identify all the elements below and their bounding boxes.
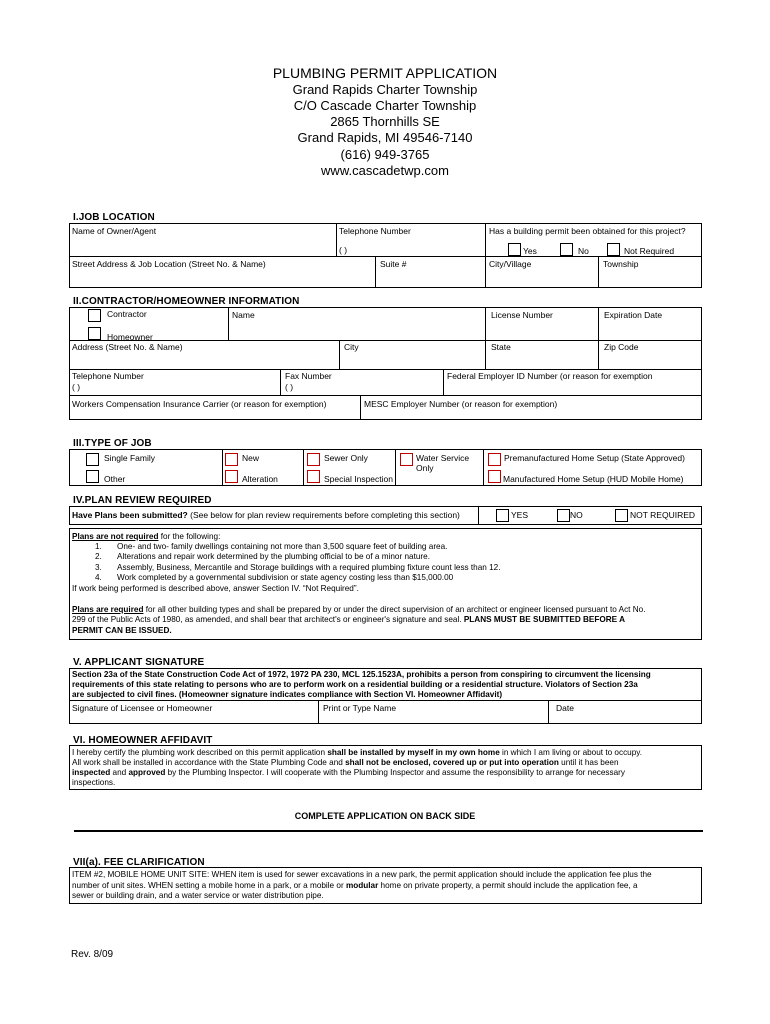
plans-required-underlined: Plans are required [72, 605, 144, 614]
affidavit-line3 [72, 768, 625, 778]
plan-exempt-item-number: 2. [95, 552, 102, 561]
not-required-heading [72, 532, 220, 542]
fee-line2 [72, 881, 638, 891]
plans-required-text2: 299 of the Public Acts of 1980, as amended, and shall bear that architect's or engineer's signature and seal. [72, 615, 462, 625]
street-address-field[interactable]: Street Address & Job Location (Street No. & Name) [72, 259, 266, 269]
single-family-checkbox[interactable] [86, 453, 99, 466]
plan-exempt-item-text: Alterations and repair work determined by the plumbing official to be of a minor nature. [117, 552, 430, 561]
section-title-job-location: I.JOB LOCATION [73, 212, 155, 223]
owner-phone-parens: ( ) [339, 245, 348, 255]
section-title-type-of-job: III.TYPE OF JOB [73, 438, 152, 449]
homeowner-label: Homeowner [107, 332, 153, 342]
permit-no-checkbox[interactable] [560, 243, 573, 256]
section-title-contractor: II.CONTRACTOR/HOMEOWNER INFORMATION [73, 296, 300, 307]
not-required-underlined: Plans are not required [72, 532, 159, 541]
fee-text2b: modular [345, 881, 379, 890]
agency-phone: (616) 949-3765 [340, 147, 430, 162]
other-checkbox[interactable] [86, 470, 99, 483]
permit-no-label: No [578, 246, 589, 256]
fee-line1: ITEM #2, MOBILE HOME UNIT SITE: WHEN item is used for sewer excavations in a new park, the permit application should include the application fee plus the [72, 870, 652, 879]
section23a-line1: Section 23a of the State Construction Code Act of 1972, 1972 PA 230, MCL 125.1523A, prohibits a person from conspiring to circumvent the licensing [72, 670, 651, 679]
plans-submitted-bold: Have Plans been submitted? [72, 510, 188, 520]
permit-not-required-label: Not Required [624, 246, 675, 256]
special-inspection-checkbox[interactable] [307, 470, 320, 483]
affidavit-line1 [72, 748, 642, 758]
water-service-label: Water Service Only [416, 453, 470, 473]
workers-comp-field[interactable]: Workers Compensation Insurance Carrier (or reason for exemption) [72, 399, 327, 409]
plans-no-checkbox[interactable] [557, 509, 570, 522]
contractor-phone-parens: ( ) [72, 382, 81, 392]
print-name-field[interactable]: Print or Type Name [323, 703, 397, 713]
section-title-applicant-signature: V. APPLICANT SIGNATURE [73, 657, 205, 668]
separator-rule [74, 830, 703, 832]
contractor-city-field[interactable]: City [344, 342, 359, 352]
plan-exempt-item-text: Work completed by a governmental subdivision or state agency costing less than $15,000.00 [117, 573, 454, 582]
contractor-phone-field[interactable]: Telephone Number [72, 371, 144, 381]
premanufactured-checkbox[interactable] [488, 453, 501, 466]
affidavit-text1b: shall be installed by myself in my own home [327, 748, 500, 757]
affidavit-line2 [72, 758, 619, 768]
single-family-label: Single Family [104, 453, 156, 463]
permit-not-required-checkbox[interactable] [607, 243, 620, 256]
manufactured-label: Manufactured Home Setup (HUD Mobile Home) [503, 474, 684, 484]
water-service-checkbox[interactable] [400, 453, 413, 466]
fax-parens: ( ) [285, 382, 294, 392]
plans-required-text1: for all other building types and shall be prepared by or under the direct supervision of an architect or engineer licensed pursuant to Act No. [145, 605, 646, 614]
form-title: PLUMBING PERMIT APPLICATION [272, 65, 498, 81]
plans-required-paragraph [72, 605, 700, 636]
revision-label: Rev. 8/09 [71, 949, 114, 960]
license-number-field[interactable]: License Number [491, 310, 553, 320]
plans-yes-checkbox[interactable] [496, 509, 509, 522]
fee-text2c: home on private property, a permit should include the application fee, a [380, 881, 638, 890]
not-required-rest: for the following: [160, 532, 221, 541]
agency-street: 2865 Thornhills SE [330, 114, 440, 129]
fax-number-field[interactable]: Fax Number [285, 371, 332, 381]
signature-field[interactable]: Signature of Licensee or Homeowner [72, 703, 213, 713]
affidavit-text1a: I hereby certify the plumbing work described on this permit application [72, 748, 326, 757]
fee-text2a: number of unit sites. WHEN setting a mobile home in a park, or a mobile or [72, 881, 344, 890]
section-title-homeowner-affidavit: VI. HOMEOWNER AFFIDAVIT [73, 735, 213, 746]
affidavit-text3c: approved [128, 768, 166, 777]
federal-id-field[interactable]: Federal Employer ID Number (or reason for exemption [447, 371, 653, 381]
affidavit-text2c: until it has been [561, 758, 619, 767]
affidavit-text1c: in which I am living or about to occupy. [502, 748, 643, 757]
section-title-fee-clarification: VII(a). FEE CLARIFICATION [73, 857, 205, 868]
agency-care-of: C/O Cascade Charter Township [293, 98, 477, 113]
new-label: New [242, 453, 260, 463]
expiration-date-field[interactable]: Expiration Date [604, 310, 663, 320]
contractor-address-field[interactable]: Address (Street No. & Name) [72, 342, 183, 352]
plans-not-required-checkbox[interactable] [615, 509, 628, 522]
complete-back-side-note: COMPLETE APPLICATION ON BACK SIDE [294, 811, 476, 821]
section23a-line2: requirements of this state relating to persons who are to perform work on a residential building or a residential structure. Violators of Section 23a [72, 680, 638, 689]
manufactured-checkbox[interactable] [488, 470, 501, 483]
fee-line3: sewer or building drain, and a water service or water distribution pipe. [72, 891, 324, 900]
affidavit-text2a: All work shall be installed in accordance with the State Plumbing Code and [72, 758, 343, 767]
sewer-only-checkbox[interactable] [307, 453, 320, 466]
contractor-label: Contractor [107, 309, 147, 319]
premanufactured-label: Premanufactured Home Setup (State Approved) [504, 453, 685, 463]
plans-required-bold1: PLANS MUST BE SUBMITTED BEFORE A [463, 615, 626, 625]
if-work-note: If work being performed is described above, answer Section IV. “Not Required”. [72, 584, 359, 593]
permit-yes-label: Yes [523, 246, 537, 256]
alteration-label: Alteration [242, 474, 278, 484]
suite-field[interactable]: Suite # [380, 259, 407, 269]
contractor-name-field[interactable]: Name [232, 310, 255, 320]
affidavit-line4: inspections. [72, 778, 116, 787]
special-inspection-label: Special Inspection [324, 474, 393, 484]
owner-phone-field[interactable]: Telephone Number [339, 226, 411, 236]
contractor-state-field[interactable]: State [491, 342, 511, 352]
mesc-number-field[interactable]: MESC Employer Number (or reason for exemption) [364, 399, 558, 409]
plans-yes-label: YES [511, 510, 529, 520]
plans-no-label: NO [570, 510, 583, 520]
alteration-checkbox[interactable] [225, 470, 238, 483]
sewer-only-label: Sewer Only [324, 453, 368, 463]
permit-question: Has a building permit been obtained for this project? [489, 226, 686, 236]
homeowner-checkbox[interactable] [88, 327, 101, 340]
agency-name: Grand Rapids Charter Township [292, 82, 478, 97]
plan-exempt-item-text: Assembly, Business, Mercantile and Storage buildings with a required plumbing fixture count less than 12. [117, 563, 501, 572]
agency-website: www.cascadetwp.com [321, 163, 449, 178]
permit-yes-checkbox[interactable] [508, 243, 521, 256]
plans-submitted-note: (See below for plan review requirements before completing this section) [190, 510, 460, 520]
plan-exempt-item-text: One- and two- family dwellings containing not more than 3,500 square feet of building area. [117, 542, 448, 551]
plans-required-bold2: PERMIT CAN BE ISSUED. [72, 625, 172, 635]
affidavit-text3b: and [112, 768, 127, 777]
plan-exempt-item-number: 1. [95, 542, 102, 551]
owner-name-field[interactable]: Name of Owner/Agent [72, 226, 157, 236]
affidavit-text2b: shall not be enclosed, covered up or put into operation [345, 758, 559, 767]
affidavit-text3d: by the Plumbing Inspector. I will cooperate with the Plumbing Inspector and assume the responsibility to arrange for necessary [167, 768, 625, 777]
affidavit-text3a: inspected [72, 768, 111, 777]
plan-exempt-item-number: 3. [95, 563, 102, 572]
section-title-plan-review: IV.PLAN REVIEW REQUIRED [73, 495, 212, 506]
agency-city: Grand Rapids, MI 49546-7140 [297, 130, 473, 145]
plans-not-required-label: NOT REQUIRED [630, 510, 696, 520]
other-label: Other [104, 474, 126, 484]
city-village-field[interactable]: City/Village [489, 259, 532, 269]
new-checkbox[interactable] [225, 453, 238, 466]
township-field[interactable]: Township [603, 259, 639, 269]
plan-exempt-item-number: 4. [95, 573, 102, 582]
contractor-zip-field[interactable]: Zip Code [604, 342, 639, 352]
section23a-line3: are subjected to civil fines. (Homeowner signature indicates compliance with Section VI. Homeowner Affidavit) [72, 690, 503, 699]
contractor-checkbox[interactable] [88, 309, 101, 322]
plans-submitted-question [72, 510, 460, 520]
signature-date-field[interactable]: Date [556, 703, 574, 713]
